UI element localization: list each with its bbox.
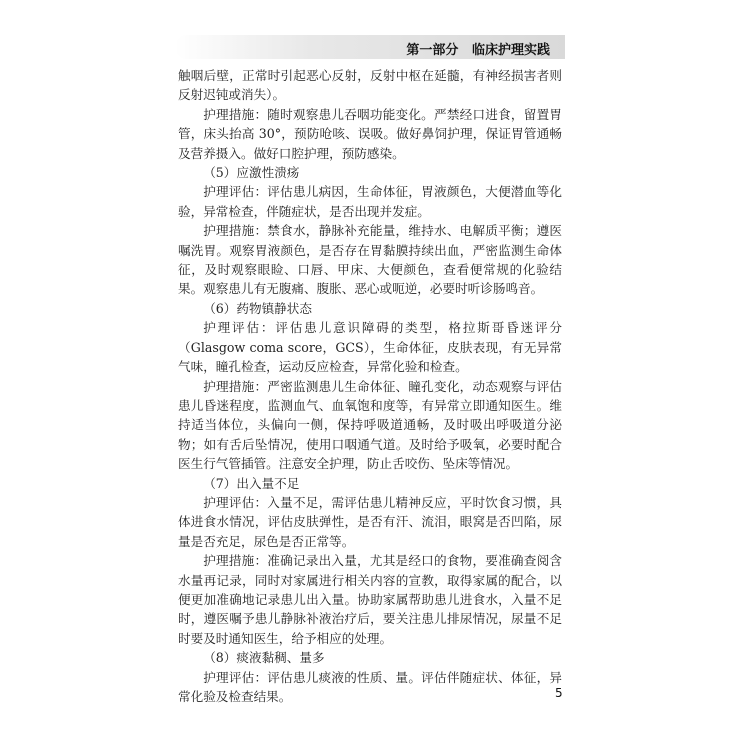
- section-heading: （8）痰液黏稠、量多: [203, 650, 325, 666]
- paragraph: 护理评估：入量不足，需评估患儿精神反应，平时饮食习惯，具体进食水情况，评估皮肤弹性，是否有汗、流泪，眼窝是否凹陷，尿量是否充足，尿色是否正常等。: [178, 494, 562, 549]
- paragraph: 护理措施：随时观察患儿吞咽功能变化。严禁经口进食，留置胃管，床头抬高 30°，预防呛咳、误吸。做好鼻饲护理，保证胃管通畅及营养摄入。做好口腔护理，预防感染。: [178, 106, 562, 161]
- section-heading: （6）药物镇静状态: [203, 300, 312, 316]
- paragraph: 护理评估：评估患儿病因，生命体征，胃液颜色，大便潜血等化验，异常检查，伴随症状，是否出现并发症。: [178, 184, 562, 219]
- page-number: 5: [555, 686, 563, 700]
- chapter-header-title: 第一部分 临床护理实践: [406, 43, 550, 58]
- paragraph: 护理评估：评估患儿意识障碍的类型，格拉斯哥昏迷评分（Glasgow coma score，GCS），生命体征，皮肤表现，有无异常气味，瞳孔检查，运动反应检查，异常化验和检查。: [178, 320, 562, 375]
- section-heading: （5）应激性溃疡: [203, 165, 300, 181]
- page-body: [178, 66, 562, 706]
- paragraph: 护理措施：严密监测患儿生命体征、瞳孔变化，动态观察与评估患儿昏迷程度，监测血气、血氧饱和度等，有异常立即通知医生。维持适当体位，头偏向一侧，保持呼吸道通畅，及时吸出呼吸道分泌物；如有舌后坠情况，使用口咽通气道。及时给予吸氧，必要时配合医生行气管插管。注意安全护理，防止舌咬伤、坠床等情况。: [178, 378, 562, 472]
- paragraph: 触咽后壁，正常时引起恶心反射，反射中枢在延髓，有神经损害者则反射迟钝或消失）。: [178, 68, 562, 103]
- paragraph: 护理措施：禁食水，静脉补充能量，维持水、电解质平衡；遵医嘱洗胃。观察胃液颜色，是否存在胃黏膜持续出血，严密监测生命体征，及时观察眼睑、口唇、甲床、大便颜色，查看便常规的化验结果。观察患儿有无腹痛、腹胀、恶心或呃逆，必要时听诊肠鸣音。: [178, 223, 562, 297]
- paragraph: 护理评估：评估患儿痰液的性质、量。评估伴随症状、体征，异常化验及检查结果。: [178, 669, 562, 704]
- paragraph: 护理措施：准确记录出入量，尤其是经口的食物，要准确查阅含水量再记录，同时对家属进行相关内容的宣教，取得家属的配合，以便更加准确地记录患儿出入量。协助家属帮助患儿进食水，入量不足时，遵医嘱予患儿静脉补液治疗后，要关注患儿排尿情况，尿量不足时要及时通知医生，给予相应的处理。: [178, 553, 562, 646]
- section-heading: （7）出入量不足: [203, 475, 300, 491]
